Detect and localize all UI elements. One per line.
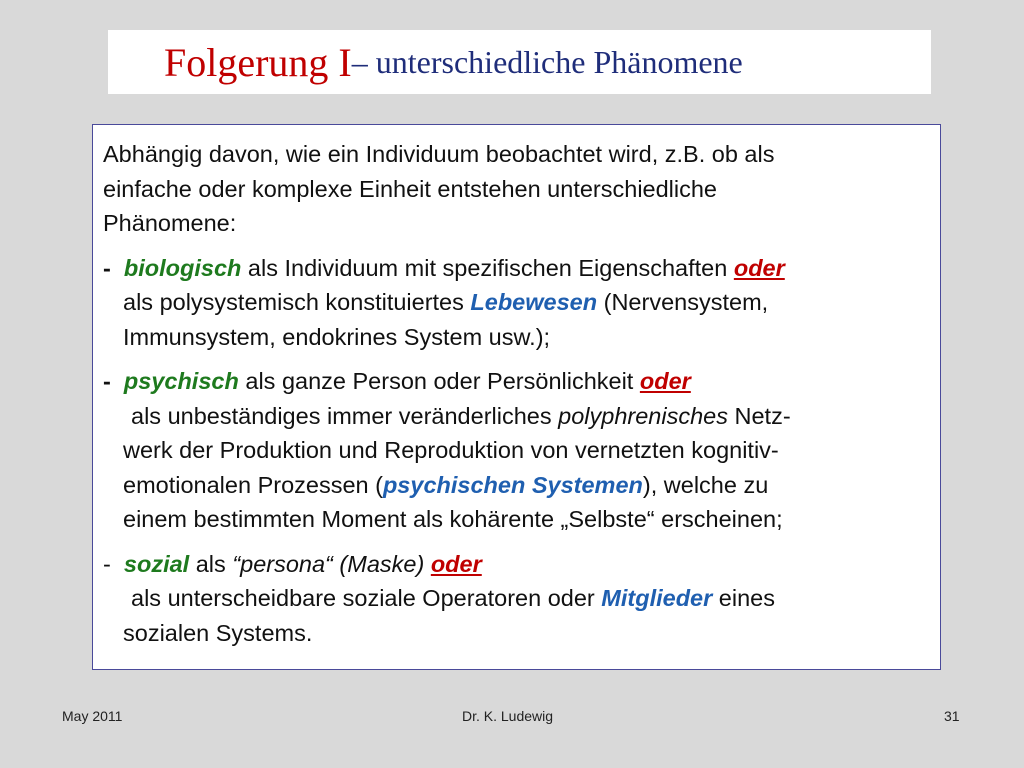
text-span: als — [189, 550, 233, 577]
text-span: (Nervensystem, — [597, 289, 769, 315]
bullet-line: einem bestimmten Moment als kohärente „Selbste“ erscheinen; — [123, 506, 783, 532]
bullet-line — [103, 399, 930, 434]
keyword-mitglieder: Mitglieder — [601, 585, 713, 611]
text-span: eines — [712, 585, 775, 611]
text-span: als ganze Person oder Persönlichkeit — [238, 368, 640, 394]
text-span: als unterscheidbare soziale Operatoren oder — [131, 585, 602, 611]
bullet-psychisch — [103, 364, 930, 537]
bullet-line — [103, 581, 930, 616]
keyword-sozial: sozial — [123, 550, 190, 577]
italic-persona: “persona“ (Maske) — [232, 550, 425, 577]
bullet-dash: - — [103, 368, 111, 394]
text-span: emotionalen Prozessen ( — [123, 471, 383, 498]
oder-emphasis: oder — [639, 368, 691, 394]
keyword-lebewesen: Lebewesen — [470, 289, 598, 315]
bullet-line: sozialen Systems. — [123, 619, 313, 646]
text-span: als Individuum mit spezifischen Eigenschaften — [241, 254, 734, 281]
bullet-line — [103, 251, 930, 286]
title-main: Folgerung I — [164, 39, 352, 85]
footer-author: Dr. K. Ludewig — [462, 708, 554, 724]
text-span: Netz- — [727, 402, 791, 429]
footer-date: May 2011 — [62, 708, 123, 724]
intro-line-2: einfache oder komplexe Einheit entstehen unterschiedliche — [103, 175, 718, 202]
bullet-line: Immunsystem, endokrines System usw.); — [123, 323, 551, 350]
intro-paragraph — [103, 137, 930, 241]
bullet-line: werk der Produktion und Reproduktion von vernetzten kognitiv- — [123, 437, 779, 463]
bullet-line — [103, 547, 930, 582]
bullet-dash: - — [103, 550, 111, 577]
slide-title — [108, 30, 931, 94]
keyword-psychisch: psychisch — [123, 368, 239, 394]
oder-emphasis: oder — [733, 254, 785, 281]
italic-polyphrenisches: polyphrenisches — [558, 402, 728, 429]
bullet-biologisch — [103, 251, 930, 355]
keyword-biologisch: biologisch — [123, 254, 242, 281]
bullet-line — [103, 285, 930, 320]
keyword-psychische-systeme: psychischen Systemen — [382, 471, 643, 498]
title-subtitle: – unterschiedliche Phänomene — [351, 43, 743, 80]
bullet-dash: - — [103, 254, 111, 281]
footer-page-number: 31 — [944, 708, 960, 724]
oder-emphasis: oder — [430, 550, 482, 577]
intro-line-1: Abhängig davon, wie ein Individuum beobachtet wird, z.B. ob als — [103, 141, 775, 167]
text-span: ), welche zu — [642, 471, 769, 498]
text-span: als unbeständiges immer veränderliches — [131, 402, 559, 429]
text-span: als polysystemisch konstituiertes — [123, 289, 471, 315]
bullet-line — [103, 468, 930, 503]
bullet-sozial — [103, 547, 930, 651]
bullet-line — [103, 364, 930, 399]
intro-line-3: Phänomene: — [103, 210, 237, 236]
content-box — [92, 124, 941, 670]
